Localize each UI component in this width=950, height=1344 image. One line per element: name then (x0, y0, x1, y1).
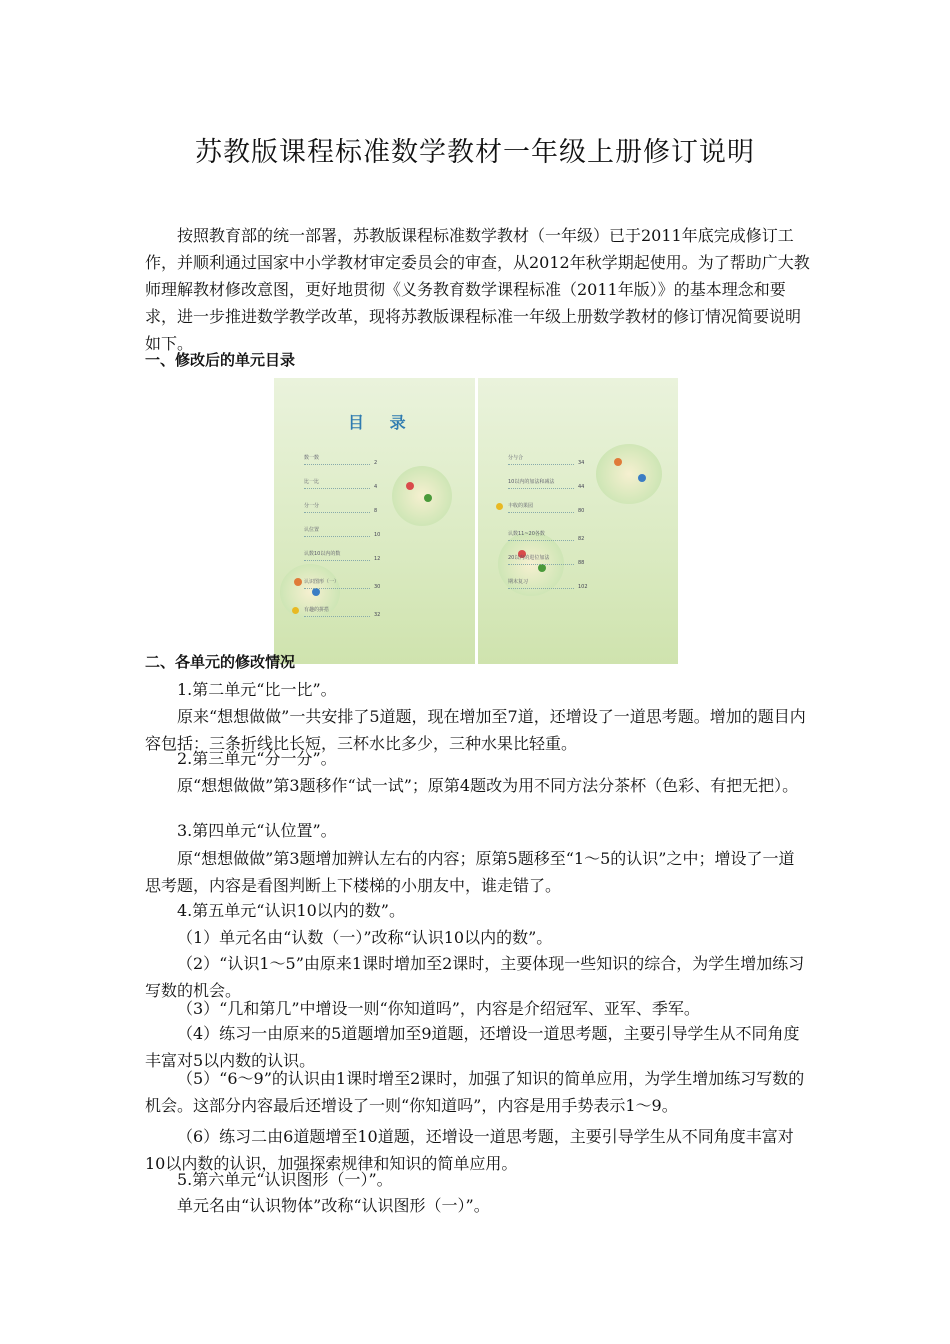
body-paragraph: 1.第二单元“比一比”。 (177, 680, 337, 699)
toc-page-number: 82 (578, 536, 585, 542)
toc-bullet-icon (496, 503, 503, 510)
body-paragraph: 2.第三单元“分一分”。 (177, 749, 337, 768)
toc-bullet-icon (292, 607, 299, 614)
section-heading-2: 二、各单元的修改情况 (145, 653, 296, 671)
contents-page-left (274, 378, 475, 664)
kid-figure-icon (406, 482, 414, 490)
toc-leader-dots (508, 464, 574, 465)
toc-leader-dots (508, 512, 574, 513)
toc-page-number: 80 (578, 508, 585, 514)
illustration-children-circle (596, 444, 662, 504)
toc-item-label: 有趣的拼搭 (304, 607, 330, 613)
contents-heading: 目 录 (348, 413, 416, 432)
toc-page-number: 34 (578, 460, 585, 466)
toc-item-label: 期末复习 (508, 579, 529, 585)
toc-page-number: 30 (374, 584, 381, 590)
kid-figure-icon (294, 578, 302, 586)
toc-leader-dots (304, 512, 370, 513)
kid-figure-icon (312, 588, 320, 596)
toc-item-label: 认数11~20各数 (508, 531, 545, 537)
body-paragraph: （5）“6～9”的认识由1课时增至2课时，加强了知识的简单应用，为学生增加练习写数的机会。这部分内容最后还增设了一则“你知道吗”，内容是用手势表示1～9。 (145, 1069, 805, 1115)
body-paragraph: （6）练习二由6道题增至10道题，还增设一道思考题，主要引导学生从不同角度丰富对10以内数的认识，加强探索规律和知识的简单应用。 (145, 1127, 794, 1173)
toc-page-number: 12 (374, 556, 381, 562)
body-paragraph: 原来“想想做做”一共安排了5道题，现在增加至7道，还增设了一道思考题。增加的题目内容包括：三条折线比长短，三杯水比多少，三种水果比轻重。 (145, 707, 806, 753)
toc-leader-dots (508, 564, 574, 565)
toc-item-label: 认识图形（一） (304, 579, 340, 585)
toc-leader-dots (304, 464, 370, 465)
kid-figure-icon (538, 564, 546, 572)
toc-page-number: 88 (578, 560, 585, 566)
body-paragraph: 原“想想做做”第3题移作“试一试”；原第4题改为用不同方法分茶杯（色彩、有把无把）。 (177, 776, 799, 795)
intro-paragraph: 按照教育部的统一部署，苏教版课程标准数学教材（一年级）已于2011年底完成修订工作，并顺利通过国家中小学教材审定委员会的审查，从2012年秋学期起使用。为了帮助广大教师理解教材修改意图，更好地贯彻《义务教育数学课程标准（2011年版）》的基本理念和要求，进一步推进数学教学改革，现将苏教版课程标准一年级上册数学教材的修订情况简要说明如下。 (145, 226, 810, 353)
toc-leader-dots (304, 616, 370, 617)
toc-page-number: 44 (578, 484, 585, 490)
toc-item-label: 10以内的加法和减法 (508, 479, 555, 485)
toc-page-number: 102 (578, 584, 588, 590)
kid-figure-icon (638, 474, 646, 482)
toc-page-number: 10 (374, 532, 381, 538)
body-paragraph: 5.第六单元“认识图形（一）”。 (177, 1170, 393, 1189)
toc-leader-dots (304, 536, 370, 537)
toc-leader-dots (304, 488, 370, 489)
body-paragraph: 单元名由“认识物体”改称“认识图形（一）”。 (177, 1196, 490, 1215)
toc-leader-dots (508, 540, 574, 541)
toc-page-number: 8 (374, 508, 378, 514)
illustration-circle-left (392, 466, 452, 526)
toc-item-label: 分与合 (508, 455, 524, 461)
toc-leader-dots (304, 560, 370, 561)
toc-item-label: 分一分 (304, 503, 320, 509)
body-paragraph: （4）练习一由原来的5道题增加至9道题，还增设一道思考题，主要引导学生从不同角度丰富对5以内数的认识。 (145, 1024, 800, 1070)
toc-item-label: 20以内的进位加法 (508, 555, 550, 561)
toc-leader-dots (508, 488, 574, 489)
body-paragraph: （2）“认识1～5”由原来1课时增加至2课时，主要体现一些知识的综合，为学生增加练习写数的机会。 (145, 954, 805, 1000)
toc-page-number: 2 (374, 460, 378, 466)
toc-item-label: 认数10以内的数 (304, 551, 341, 557)
toc-item-label: 丰收的果园 (508, 503, 534, 509)
toc-leader-dots (508, 588, 574, 589)
kid-figure-icon (614, 458, 622, 466)
toc-page-number: 4 (374, 484, 378, 490)
toc-item-label: 比一比 (304, 479, 320, 485)
toc-item-label: 认位置 (304, 527, 320, 533)
section-heading-1: 一、修改后的单元目录 (145, 351, 296, 369)
page-title: 苏教版课程标准数学教材一年级上册修订说明 (195, 137, 755, 168)
toc-item-label: 数一数 (304, 455, 320, 461)
body-paragraph: 3.第四单元“认位置”。 (177, 821, 337, 840)
kid-figure-icon (424, 494, 432, 502)
body-paragraph: （3）“几和第几”中增设一则“你知道吗”，内容是介绍冠军、亚军、季军。 (177, 999, 700, 1018)
body-paragraph: 原“想想做做”第3题增加辨认左右的内容；原第5题移至“1～5的认识”之中；增设了一道思考题，内容是看图判断上下楼梯的小朋友中，谁走错了。 (145, 849, 795, 895)
contents-page-right (478, 378, 678, 664)
toc-leader-dots (304, 588, 370, 589)
toc-page-number: 32 (374, 612, 381, 618)
body-paragraph: （1）单元名由“认数（一）”改称“认识10以内的数”。 (177, 928, 553, 947)
textbook-contents-image (274, 378, 678, 664)
body-paragraph: 4.第五单元“认识10以内的数”。 (177, 901, 405, 920)
